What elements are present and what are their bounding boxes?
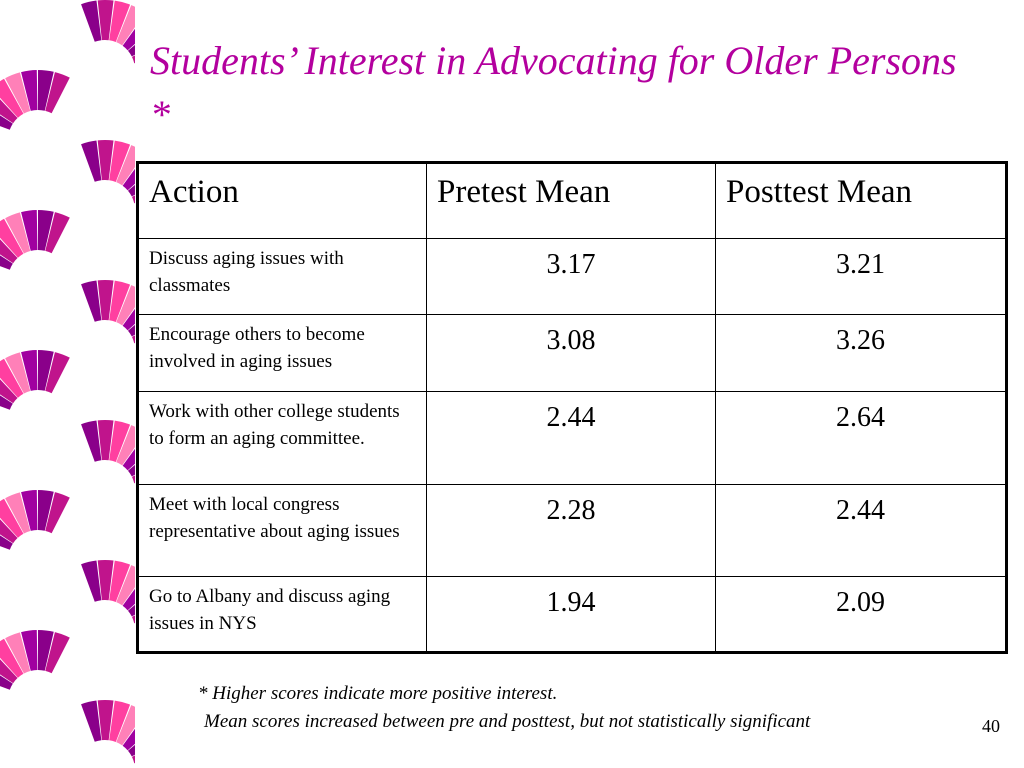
ribbon-fan-icon bbox=[0, 70, 70, 130]
ribbon-fan-icon bbox=[81, 420, 135, 483]
ribbon-fan-icon bbox=[81, 140, 135, 203]
ribbon-fan-icon bbox=[81, 280, 135, 343]
table-row bbox=[138, 315, 1007, 392]
table-row bbox=[138, 577, 1007, 653]
ribbon-segment bbox=[81, 561, 101, 602]
ribbon-segment bbox=[81, 701, 101, 742]
ribbon-fan-icon bbox=[0, 210, 70, 270]
table-row bbox=[138, 392, 1007, 485]
pretest-cell: 2.28 bbox=[427, 485, 716, 577]
action-cell: Work with other college students to form an aging committee. bbox=[138, 392, 427, 485]
ribbon-fan-icon bbox=[81, 700, 135, 763]
results-table bbox=[136, 161, 1008, 654]
table-header-row bbox=[138, 163, 1007, 239]
ribbon-segment bbox=[81, 421, 101, 462]
ribbon-fan-icon bbox=[0, 350, 70, 410]
action-cell: Go to Albany and discuss aging issues in NYS bbox=[138, 577, 427, 653]
ribbon-segment bbox=[81, 1, 101, 42]
ribbon-fan-icon bbox=[0, 490, 70, 550]
ribbon-fan-icon bbox=[81, 560, 135, 623]
header-pretest-mean: Pretest Mean bbox=[427, 163, 716, 239]
action-cell: Discuss aging issues with classmates bbox=[138, 239, 427, 315]
ribbon-fan-icon bbox=[81, 0, 135, 63]
ribbon-segment bbox=[81, 141, 101, 182]
header-posttest-mean: Posttest Mean bbox=[715, 163, 1006, 239]
table-row bbox=[138, 239, 1007, 315]
ribbon-fan-icon bbox=[0, 630, 70, 690]
posttest-cell: 2.64 bbox=[715, 392, 1006, 485]
posttest-cell: 3.21 bbox=[715, 239, 1006, 315]
pretest-cell: 3.17 bbox=[427, 239, 716, 315]
action-cell: Encourage others to become involved in aging issues bbox=[138, 315, 427, 392]
pretest-cell: 1.94 bbox=[427, 577, 716, 653]
posttest-cell: 2.44 bbox=[715, 485, 1006, 577]
footnote bbox=[198, 680, 810, 736]
slide-title: Students’ Interest in Advocating for Older Persons * bbox=[150, 38, 957, 137]
pretest-cell: 2.44 bbox=[427, 392, 716, 485]
action-cell: Meet with local congress representative about aging issues bbox=[138, 485, 427, 577]
posttest-cell: 2.09 bbox=[715, 577, 1006, 653]
footnote-line-2: Mean scores increased between pre and posttest, but not statistically significant bbox=[204, 711, 811, 732]
footnote-line-1: * Higher scores indicate more positive interest. bbox=[198, 683, 558, 704]
pretest-cell: 3.08 bbox=[427, 315, 716, 392]
table-row bbox=[138, 485, 1007, 577]
page-number: 40 bbox=[982, 716, 1000, 736]
header-action: Action bbox=[138, 163, 427, 239]
ribbon-segment bbox=[81, 281, 101, 322]
posttest-cell: 3.26 bbox=[715, 315, 1006, 392]
decorative-ribbon-border bbox=[0, 0, 135, 768]
